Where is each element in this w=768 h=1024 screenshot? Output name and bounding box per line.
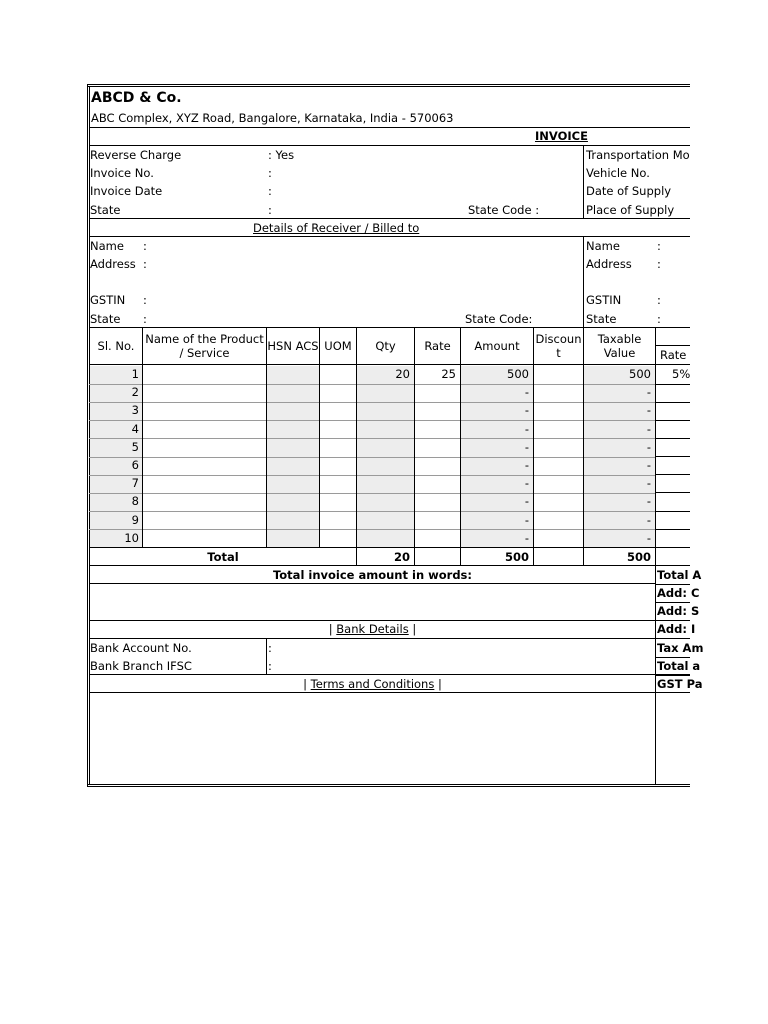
total-taxable: 500 [626, 550, 651, 564]
bank-pipe-right: | [412, 622, 417, 636]
frame-left-line [87, 84, 88, 786]
row-taxable: - [646, 403, 651, 418]
bank-title-divider [89, 638, 655, 639]
total-qty: 20 [393, 550, 410, 564]
consignee-address-label: Address [586, 257, 632, 271]
date-of-supply-label: Date of Supply [586, 184, 672, 198]
row-sl-no: 4 [131, 421, 139, 436]
tax-row-divider [656, 529, 690, 530]
header-bottom-line [89, 364, 690, 365]
tax-row-divider [656, 511, 690, 512]
words-divider [89, 583, 655, 584]
row-divider [89, 457, 655, 458]
row-amount: - [524, 403, 529, 418]
row-taxable: - [646, 476, 651, 491]
row-sl-no: 6 [131, 458, 139, 472]
receiver-state-label: State [90, 312, 121, 326]
summary-divider [656, 620, 690, 621]
col-line-9 [655, 327, 656, 785]
invoice-no-label: Invoice No. [90, 166, 154, 180]
info-divider [89, 218, 690, 219]
invoice-no-colon: : [268, 166, 272, 180]
receiver-address-label: Address [90, 257, 136, 271]
terms-title-divider [89, 692, 690, 693]
row-taxable: - [646, 512, 651, 527]
row-taxable: - [646, 530, 651, 545]
row-amount: - [524, 421, 529, 436]
bank-account-label: Bank Account No. [90, 641, 192, 655]
terms-section-title: Terms and Conditions [310, 677, 435, 691]
row-taxable: - [646, 458, 651, 472]
summary-label: Total A [657, 568, 702, 582]
vehicle-no-label: Vehicle No. [586, 166, 650, 180]
header-qty: Qty [375, 339, 396, 353]
bank-section-title: Bank Details [336, 622, 409, 636]
summary-divider [656, 602, 690, 603]
tax-row-divider [656, 384, 690, 385]
total-amount: 500 [504, 550, 529, 564]
frame-top-line [87, 84, 690, 85]
summary-label: Tax Am [657, 641, 704, 655]
consignee-gstin-colon: : [657, 293, 661, 307]
reverse-charge-value: : Yes [268, 148, 295, 162]
terms-pipe-left: | [303, 677, 307, 691]
consignee-name-colon: : [657, 239, 661, 253]
company-address: ABC Complex, XYZ Road, Bangalore, Karnataka, India - 570063 [91, 111, 454, 125]
header-discount: Discoun t [535, 332, 582, 360]
row-taxable: - [646, 494, 651, 509]
col-line-8 [583, 327, 584, 565]
row-sl-no: 10 [124, 530, 139, 545]
row-amount: - [524, 458, 529, 472]
summary-label: GST Pa [657, 677, 703, 691]
col-line-7 [533, 327, 534, 565]
col-line-3 [319, 327, 320, 547]
bank-inner-divider [266, 638, 267, 674]
consignee-state-label: State [586, 312, 617, 326]
row-tax-rate: 5% [672, 367, 691, 381]
row-divider [89, 529, 655, 530]
bank-section-header [90, 622, 655, 636]
receiver-gstin-label: GSTIN [90, 293, 126, 307]
header-uom: UOM [324, 339, 352, 353]
row-sl-no: 2 [131, 385, 139, 400]
header-sl-no: Sl. No. [97, 339, 135, 353]
state-code-label: State Code : [468, 203, 540, 217]
tax-row-divider [656, 456, 690, 457]
receiver-gstin-colon: : [143, 293, 147, 307]
frame-top-line-2 [87, 86, 690, 87]
row-amount: - [524, 385, 529, 400]
info-right-divider [583, 145, 584, 218]
receiver-state-colon: : [143, 312, 147, 326]
row-sl-no: 8 [131, 494, 139, 509]
tax-row-divider [656, 420, 690, 421]
col-line-6 [460, 327, 461, 565]
row-divider [89, 402, 655, 403]
tax-subheader-line [656, 345, 690, 346]
row-divider [89, 493, 655, 494]
invoice-date-colon: : [268, 184, 272, 198]
row-amount: - [524, 494, 529, 509]
total-top-line [89, 547, 690, 548]
receiver-name-colon: : [143, 239, 147, 253]
row-divider [89, 420, 655, 421]
terms-pipe-right: | [438, 677, 442, 691]
consignee-address-colon: : [657, 257, 661, 271]
frame-bottom-line [87, 784, 690, 785]
tax-row-divider [656, 492, 690, 493]
receiver-title-divider [89, 236, 690, 237]
header-taxable: Taxable Value [597, 332, 642, 360]
summary-label: Total a [657, 659, 701, 673]
summary-divider [656, 657, 690, 658]
receiver-name-label: Name [90, 239, 124, 253]
summary-divider [656, 638, 690, 639]
bank-top-line [89, 620, 690, 621]
col-line-5 [414, 327, 415, 565]
summary-divider [656, 675, 690, 676]
tax-row-divider [656, 474, 690, 475]
row-taxable: - [646, 421, 651, 436]
header-divider [89, 127, 690, 128]
row-amount: - [524, 476, 529, 491]
summary-label: Add: C [657, 586, 700, 600]
receiver-state-code-label: State Code: [465, 312, 533, 326]
terms-section-header [90, 677, 655, 691]
invoice-date-label: Invoice Date [90, 184, 163, 198]
row-sl-no: 9 [131, 512, 139, 527]
row-divider [89, 475, 655, 476]
row-amount: - [524, 530, 529, 545]
col-line-1 [142, 327, 143, 547]
total-label: Total [207, 550, 239, 564]
header-product: Name of the Product / Service [145, 332, 264, 360]
row-taxable: - [646, 439, 651, 454]
col-line-2 [266, 327, 267, 547]
bank-pipe-left: | [328, 622, 333, 636]
header-rate: Rate [424, 339, 451, 353]
row-sl-no: 7 [131, 476, 139, 491]
title-divider [89, 145, 690, 146]
col-line-4 [356, 327, 357, 565]
receiver-address-colon: : [143, 257, 147, 271]
invoice-title: INVOICE [535, 129, 588, 143]
tax-row-divider [656, 402, 690, 403]
summary-divider [656, 584, 690, 585]
row-divider [89, 511, 655, 512]
place-of-supply-label: Place of Supply [586, 203, 675, 217]
row-amount: 500 [507, 367, 529, 381]
row-sl-no: 1 [131, 367, 139, 381]
transport-mode-label: Transportation Mo [586, 148, 690, 162]
row-qty: 20 [395, 367, 410, 381]
state-label: State [90, 203, 121, 217]
row-taxable: 500 [629, 367, 651, 381]
bank-ifsc-label: Bank Branch IFSC [90, 659, 192, 673]
company-name: ABCD & Co. [91, 90, 182, 106]
bank-ifsc-colon: : [268, 659, 272, 673]
tax-row-divider [656, 438, 690, 439]
row-sl-no: 3 [131, 403, 139, 418]
receiver-section-title: Details of Receiver / Billed to [253, 221, 420, 235]
frame-bottom-line-2 [87, 786, 690, 787]
summary-label: Add: S [657, 604, 700, 618]
summary-label: Add: I [657, 622, 696, 636]
consignee-state-colon: : [657, 312, 661, 326]
bank-account-colon: : [268, 641, 272, 655]
amount-in-words-label: Total invoice amount in words: [272, 568, 473, 582]
terms-top-line [89, 674, 690, 675]
header-amount: Amount [474, 339, 520, 353]
row-rate: 25 [441, 367, 456, 381]
header-hsn: HSN ACS [267, 339, 319, 353]
row-amount: - [524, 512, 529, 527]
header-tax-rate: Rate [660, 348, 687, 362]
consignee-name-label: Name [586, 239, 620, 253]
row-amount: - [524, 439, 529, 454]
consignee-gstin-label: GSTIN [586, 293, 622, 307]
row-divider [89, 438, 655, 439]
reverse-charge-label: Reverse Charge [90, 148, 182, 162]
row-taxable: - [646, 385, 651, 400]
row-divider [89, 384, 655, 385]
total-bottom-line [89, 565, 690, 566]
row-sl-no: 5 [131, 439, 139, 454]
receiver-right-divider [583, 236, 584, 327]
state-colon: : [268, 203, 272, 217]
